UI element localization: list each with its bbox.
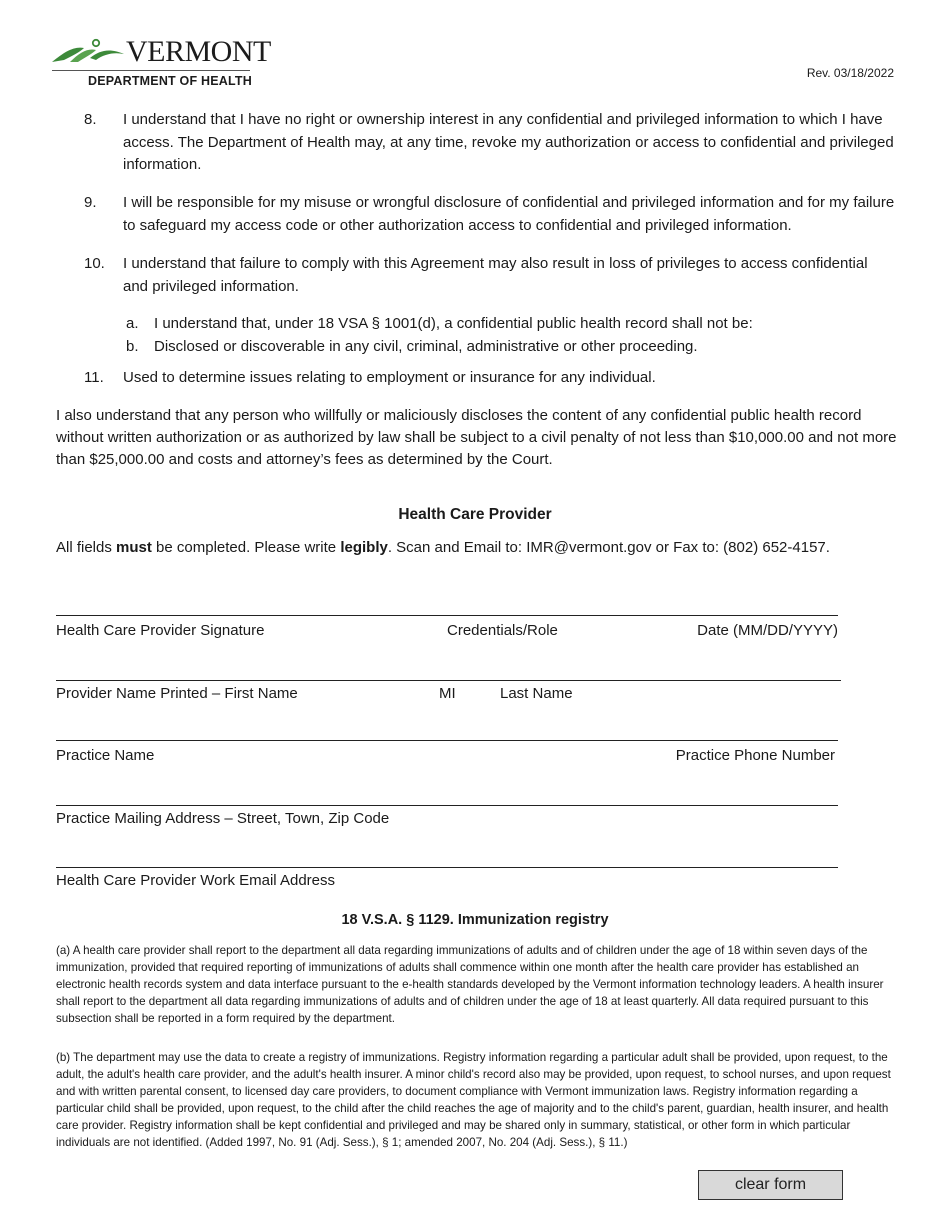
- work-email-label: Health Care Provider Work Email Address: [56, 872, 335, 889]
- first-name-label: Provider Name Printed – First Name: [56, 685, 298, 702]
- provider-instructions: [56, 539, 916, 556]
- last-name-label: Last Name: [500, 685, 573, 702]
- provider-section-title: Health Care Provider: [398, 506, 552, 523]
- subitem-letter: a.: [126, 315, 139, 332]
- item-text: Used to determine issues relating to employment or insurance for any individual.: [123, 369, 656, 386]
- mountain-logo-icon: [50, 38, 130, 70]
- instructions-text: . Scan and Email to: IMR@vermont.gov or Fax to: (802) 652-4157.: [387, 539, 830, 556]
- logo-divider: [52, 70, 250, 71]
- statute-paragraph-b: (b) The department may use the data to create a registry of immunizations. Registry information regarding a particular adult shall be provided, upon request, to the adult, the adult's health care provider, and the adult's health insurer. A minor child's record also may be provided, upon request, to school nurses, and upon request and with written parental consent, to licensed day care providers, to document compliance with Vermont immunization laws. Registry information regarding a particular child shall be provided, upon request, to the child after the child reaches the age of majority and to the child's parent, guardian, health insurer, and health care provider. Registry information shall be kept confidential and privileged and may be shared only in summary, statistical, or other form in which particular individuals are not identified. (Added 1997, No. 91 (Adj. Sess.), § 1; amended 2007, No. 204 (Adj. Sess.), § 11.): [56, 1051, 891, 1149]
- item-text: I understand that I have no right or ownership interest in any confidential and privileged information to which I have access. The Department of Health may, at any time, revoke my authorization or access to confidential and privileged information.: [123, 111, 894, 173]
- logo-department: DEPARTMENT OF HEALTH: [88, 74, 252, 88]
- instructions-text: be completed. Please write: [151, 539, 341, 556]
- subitem-text: I understand that, under 18 VSA § 1001(d), a confidential public health record shall not be:: [154, 315, 753, 332]
- item-text: I will be responsible for my misuse or wrongful disclosure of confidential and privileged information and for my failure to safeguard my access code or other authorization access to confidential and privileged information.: [123, 194, 895, 234]
- vermont-health-logo: [50, 35, 271, 92]
- subitem-text: Disclosed or discoverable in any civil, criminal, administrative or other proceeding.: [154, 338, 698, 355]
- middle-initial-label: MI: [439, 685, 456, 702]
- clear-form-button[interactable]: clear form: [698, 1170, 843, 1200]
- statute-title: 18 V.S.A. § 1129. Immunization registry: [341, 912, 609, 928]
- revision-date: Rev. 03/18/2022: [806, 66, 894, 80]
- agreement-item: [56, 109, 896, 177]
- subitem-letter: b.: [126, 338, 139, 355]
- agreement-item: [56, 253, 896, 298]
- practice-name-label: Practice Name: [56, 747, 155, 764]
- agreement-item: [56, 192, 896, 237]
- item-number: 9.: [84, 194, 97, 211]
- instructions-emphasis-must: must: [116, 539, 152, 556]
- agreement-item: [56, 367, 896, 390]
- practice-line[interactable]: [56, 740, 838, 741]
- signature-line[interactable]: [56, 615, 838, 616]
- credentials-label: Credentials/Role: [447, 622, 558, 639]
- statute-paragraph-a: (a) A health care provider shall report to the department all data regarding immunizations of adults and of children under the age of 18 within seven days of the immunization, provided that required reporting of immunizations of adults shall commence within one month after the health care provider has established an electronic health records system and data interface pursuant to the e-health standards developed by the Vermont information technology leaders. A health insurer shall report to the department all data regarding immunizations of adults and of children under the age of 18 at least quarterly. All data required pursuant to this subsection shall be reported in a form required by the department.: [56, 944, 884, 1025]
- signature-label: Health Care Provider Signature: [56, 622, 265, 639]
- item-number: 11.: [84, 369, 104, 386]
- practice-phone-label: Practice Phone Number: [675, 747, 835, 764]
- penalty-paragraph: I also understand that any person who willfully or maliciously discloses the content of any confidential public health record without written authorization or as authorized by law shall be subject to a civil penalty of not less than $10,000.00 and not more than $25,000.00 and costs and attorney’s fees as determined by the Court.: [56, 407, 897, 468]
- agreement-subitem: [56, 313, 896, 336]
- instructions-emphasis-legibly: legibly: [340, 539, 388, 556]
- agreement-subitem: [56, 336, 896, 359]
- mailing-address-label: Practice Mailing Address – Street, Town, Zip Code: [56, 810, 390, 827]
- date-label: Date (MM/DD/YYYY): [697, 622, 838, 639]
- instructions-text: All fields: [56, 539, 117, 556]
- provider-name-line[interactable]: [56, 680, 841, 681]
- item-text: I understand that failure to comply with this Agreement may also result in loss of privileges to access confidential and privileged information.: [123, 255, 868, 295]
- item-number: 8.: [84, 111, 97, 128]
- work-email-line[interactable]: [56, 867, 838, 868]
- item-number: 10.: [84, 255, 105, 272]
- mailing-address-line[interactable]: [56, 805, 838, 806]
- logo-wordmark: VERMONT: [126, 35, 271, 68]
